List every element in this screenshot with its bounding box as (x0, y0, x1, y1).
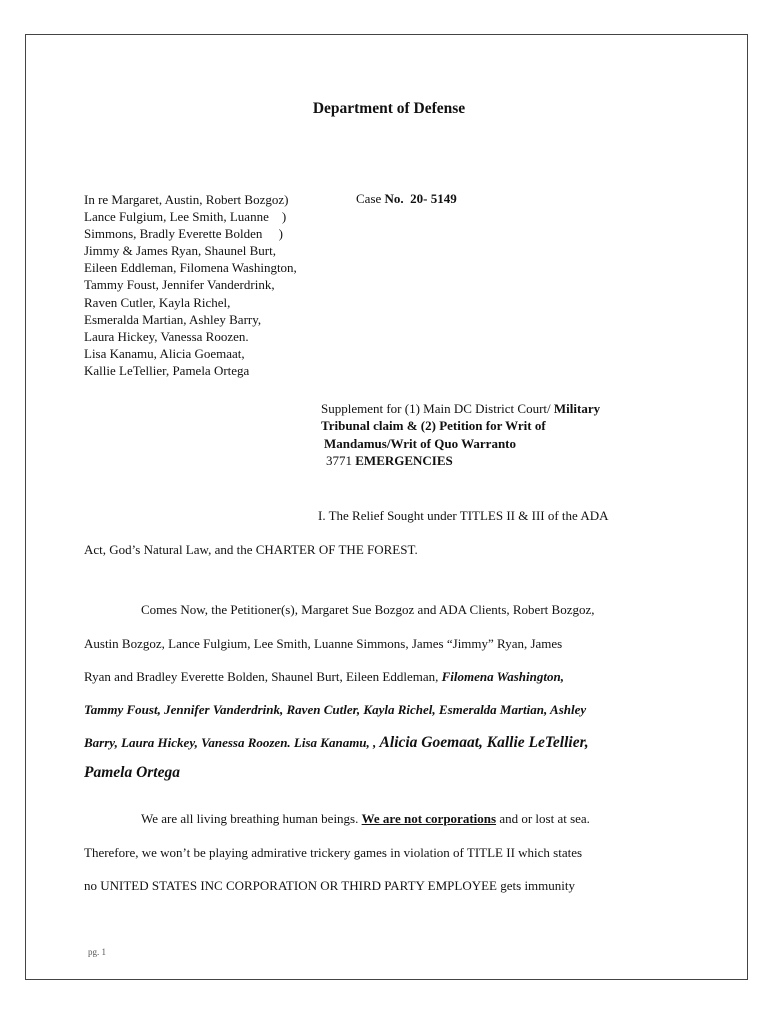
party-line: Simmons, Bradly Everette Bolden ) (84, 226, 283, 242)
paragraph-text: Ryan and Bradley Everette Bolden, Shaunel Burt, Eileen Eddleman, (84, 669, 442, 684)
paragraph1-line-6: Pamela Ortega (84, 764, 180, 781)
case-label: Case (356, 191, 382, 206)
supplement-text: 3771 (326, 453, 356, 469)
supplement-line-2 (321, 417, 600, 434)
party-line: Laura Hickey, Vanessa Roozen. (84, 328, 249, 344)
party-line: Jimmy & James Ryan, Shaunel Burt, (84, 243, 276, 259)
document-title: Department of Defense (312, 100, 466, 117)
page-border (25, 34, 748, 980)
party-line: Esmeralda Martian, Ashley Barry, (84, 311, 262, 327)
party-line: Kallie LeTellier, Pamela Ortega (84, 362, 250, 378)
paragraph2-line-1 (141, 811, 590, 827)
supplement-line-3 (321, 435, 600, 452)
paragraph1-line-5 (84, 734, 589, 752)
section-heading-line-2: Act, God’s Natural Law, and the CHARTER OF THE FOREST. (84, 542, 418, 557)
paragraph1-line-1: Comes Now, the Petitioner(s), Margaret Sue Bozgoz and ADA Clients, Robert Bozgoz, (141, 602, 595, 617)
case-parties (84, 191, 297, 379)
paragraph1-line-3 (84, 669, 564, 685)
supplement-text: Supplement for (1) Main DC District Court/ (321, 401, 554, 416)
supplement-bold: Mandamus/Writ of Quo Warranto (324, 435, 517, 451)
supplement-bold: EMERGENCIES (355, 453, 453, 469)
supplement-bold: Military (553, 401, 601, 416)
case-number (356, 191, 457, 207)
paragraph-text: and or lost at sea. (496, 811, 590, 826)
page-number: pg. 1 (88, 947, 106, 957)
paragraph1-line-2: Austin Bozgoz, Lance Fulgium, Lee Smith, Luanne Simmons, James “Jimmy” Ryan, James (84, 636, 563, 651)
petitioner-names: Filomena Washington, (441, 669, 564, 684)
party-line: Raven Cutler, Kayla Richel, (84, 294, 231, 310)
paragraph1-line-4: Tammy Foust, Jennifer Vanderdrink, Raven Cutler, Kayla Richel, Esmeralda Martian, Ashley (84, 702, 587, 717)
petitioner-names: Barry, Laura Hickey, Vanessa Roozen. Lisa Kanamu, , (84, 735, 380, 750)
section-heading-line-1: I. The Relief Sought under TITLES II & III of the ADA (318, 508, 609, 523)
paragraph-text: We are all living breathing human beings. (141, 811, 362, 826)
supplement-block (321, 400, 600, 470)
supplement-line-4 (321, 452, 600, 469)
paragraph2-line-2: Therefore, we won’t be playing admirative trickery games in violation of TITLE II which states (84, 845, 583, 860)
supplement-bold: Tribunal claim & (2) Petition for Writ of (321, 418, 546, 434)
paragraph2-line-3: no UNITED STATES INC CORPORATION OR THIRD PARTY EMPLOYEE gets immunity (84, 878, 575, 893)
party-line: Lisa Kanamu, Alicia Goemaat, (84, 345, 245, 361)
emphasis-underlined: We are not corporations (361, 811, 497, 826)
party-line: Tammy Foust, Jennifer Vanderdrink, (84, 277, 275, 293)
petitioner-names-large: Alicia Goemaat, Kallie LeTellier, (379, 734, 589, 751)
party-line: Lance Fulgium, Lee Smith, Luanne ) (84, 209, 287, 225)
case-number-value: No. 20- 5149 (384, 191, 457, 206)
party-line: In re Margaret, Austin, Robert Bozgoz) (84, 192, 289, 207)
party-line: Eileen Eddleman, Filomena Washington, (84, 260, 297, 276)
supplement-line-1 (321, 400, 600, 417)
